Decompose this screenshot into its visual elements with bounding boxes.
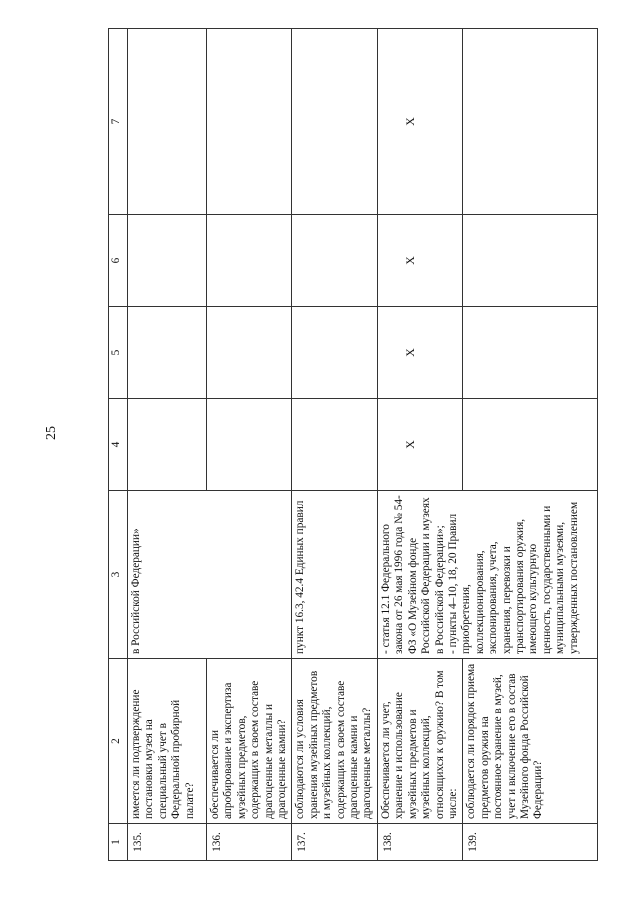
mark-cell (128, 215, 207, 307)
mark-cell (292, 215, 377, 307)
mark-cell (207, 399, 292, 491)
mark-cell: X (377, 29, 462, 215)
mark-cell (292, 399, 377, 491)
source-text-2: - пункты 4–10, 18, 20 Правил приобретения, коллекционирования, экспонирования, учета, хранения, перевозки и транспортирования оружия, имеющего культурную ценность, государственными и муниципальными музеями, утвержденных постановлением (446, 501, 580, 654)
mark-cell (292, 29, 377, 215)
mark-cell: X (377, 399, 462, 491)
mark-cell (128, 29, 207, 215)
mark-cell (463, 215, 598, 307)
mark-cell: X (377, 307, 462, 399)
header-cell: 4 (109, 399, 128, 491)
source-text-1: - статья 12.1 Федерального закона от 26 мая 1996 года № 54-ФЗ «О Музейном фонде Российской Федерации и музеях в Российской Федерации»; (379, 495, 446, 654)
header-cell: 6 (109, 215, 128, 307)
question-cell: соблюдаются ли условия хранения музейных предметов и музейных коллекций, содержащих в своем составе драгоценные камни и драгоценные металлы? (292, 659, 377, 824)
mark-cell (207, 307, 292, 399)
mark-cell (463, 29, 598, 215)
mark-cell (292, 307, 377, 399)
inspection-checklist-table (108, 28, 598, 861)
question-cell: имеется ли подтверждение постановки музея на специальный учет в Федеральной пробирной палате? (128, 659, 207, 824)
table-row (128, 29, 207, 861)
header-cell: 2 (109, 659, 128, 824)
mark-cell (463, 307, 598, 399)
rotated-table-container (108, 29, 598, 861)
mark-cell (128, 399, 207, 491)
source-cell (377, 491, 597, 659)
row-number: 138. (377, 824, 462, 861)
mark-cell (207, 29, 292, 215)
question-cell: соблюдается ли порядок приема предметов оружия на постоянное хранение в музей, учет и включение его в состав Музейного фонда Российской Федерации? (463, 659, 598, 824)
mark-cell (128, 307, 207, 399)
table-row (463, 29, 598, 861)
header-cell: 1 (109, 824, 128, 861)
table-row (377, 29, 462, 861)
mark-cell: X (377, 215, 462, 307)
header-cell: 5 (109, 307, 128, 399)
source-cell: в Российской Федерации» (128, 491, 292, 659)
table-row (292, 29, 377, 861)
question-cell: обеспечивается ли апробирование и экспертиза музейных предметов, содержащих в своем составе драгоценные металлы и драгоценные камни? (207, 659, 292, 824)
mark-cell (463, 399, 598, 491)
header-cell: 7 (109, 29, 128, 215)
question-cell: Обеспечивается ли учет, хранение и использование музейных предметов и музейных коллекций, относящихся к оружию? В том числе: (377, 659, 462, 824)
row-number: 139. (463, 824, 598, 861)
header-row (109, 29, 128, 861)
header-cell: 3 (109, 491, 128, 659)
mark-cell (207, 215, 292, 307)
table-row (207, 29, 292, 861)
source-cell: пункт 16.3, 42.4 Единых правил (292, 491, 377, 659)
row-number: 135. (128, 824, 207, 861)
page-number: 25 (44, 426, 59, 440)
row-number: 137. (292, 824, 377, 861)
row-number: 136. (207, 824, 292, 861)
